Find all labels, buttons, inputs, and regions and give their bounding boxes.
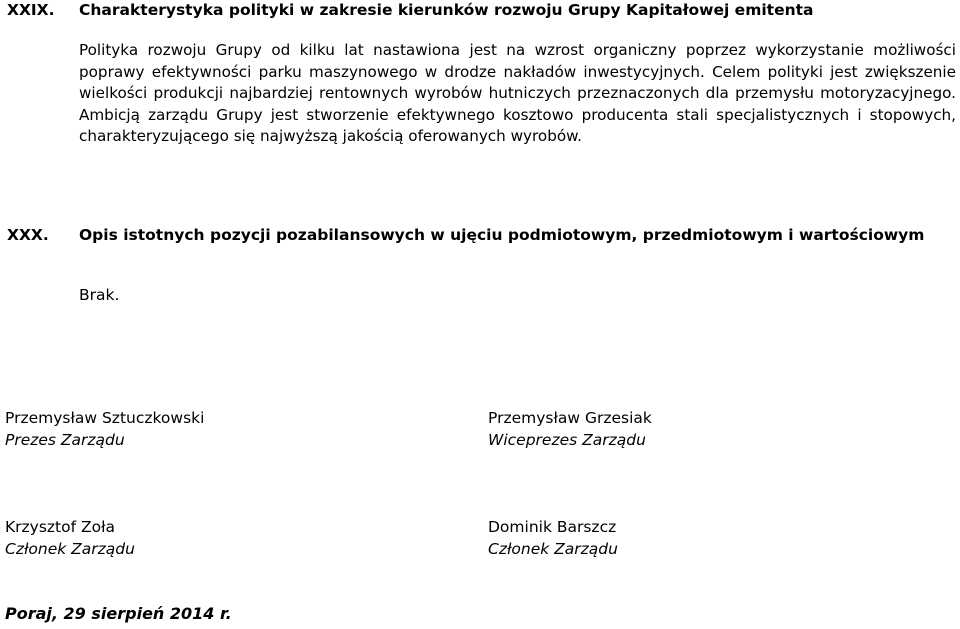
- section-title: Opis istotnych pozycji pozabilansowych w ujęciu podmiotowym, przedmiotowym i wartościowym: [79, 226, 925, 244]
- section-body: Brak.: [79, 286, 120, 304]
- section-number: XXX.: [7, 226, 49, 244]
- signature-block: [5, 516, 135, 560]
- signatory-name: Przemysław Grzesiak: [488, 409, 652, 427]
- section-paragraph: Polityka rozwoju Grupy od kilku lat nastawiona jest na wzrost organiczny poprzez wykorzystanie możliwości poprawy efektywności parku maszynowego w drodze nakładów inwestycyjnych. Celem polityki jest zwiększenie wielkości produkcji najbardziej rentownych wyrobów hutniczych przeznaczonych dla przemysłu motoryzacyjnego. Ambicją zarządu Grupy jest stworzenie efektywnego kosztowo producenta stali specjalistycznych i stopowych, charakteryzującego się najwyższą jakością oferowanych wyrobów.: [79, 41, 956, 145]
- signatory-role: Członek Zarządu: [488, 540, 618, 558]
- signature-block: [488, 516, 618, 560]
- section-number: XXIX.: [7, 1, 55, 19]
- signature-block: [5, 407, 204, 451]
- signature-block: [488, 407, 652, 451]
- signatory-role: Członek Zarządu: [5, 540, 135, 558]
- place-and-date: Poraj, 29 sierpień 2014 r.: [5, 604, 232, 623]
- signatory-name: Dominik Barszcz: [488, 518, 617, 536]
- signatory-role: Prezes Zarządu: [5, 431, 125, 449]
- section-title: Charakterystyka polityki w zakresie kierunków rozwoju Grupy Kapitałowej emitenta: [79, 1, 814, 19]
- signatory-name: Krzysztof Zoła: [5, 518, 116, 536]
- signatory-name: Przemysław Sztuczkowski: [5, 409, 205, 427]
- signatory-role: Wiceprezes Zarządu: [488, 431, 646, 449]
